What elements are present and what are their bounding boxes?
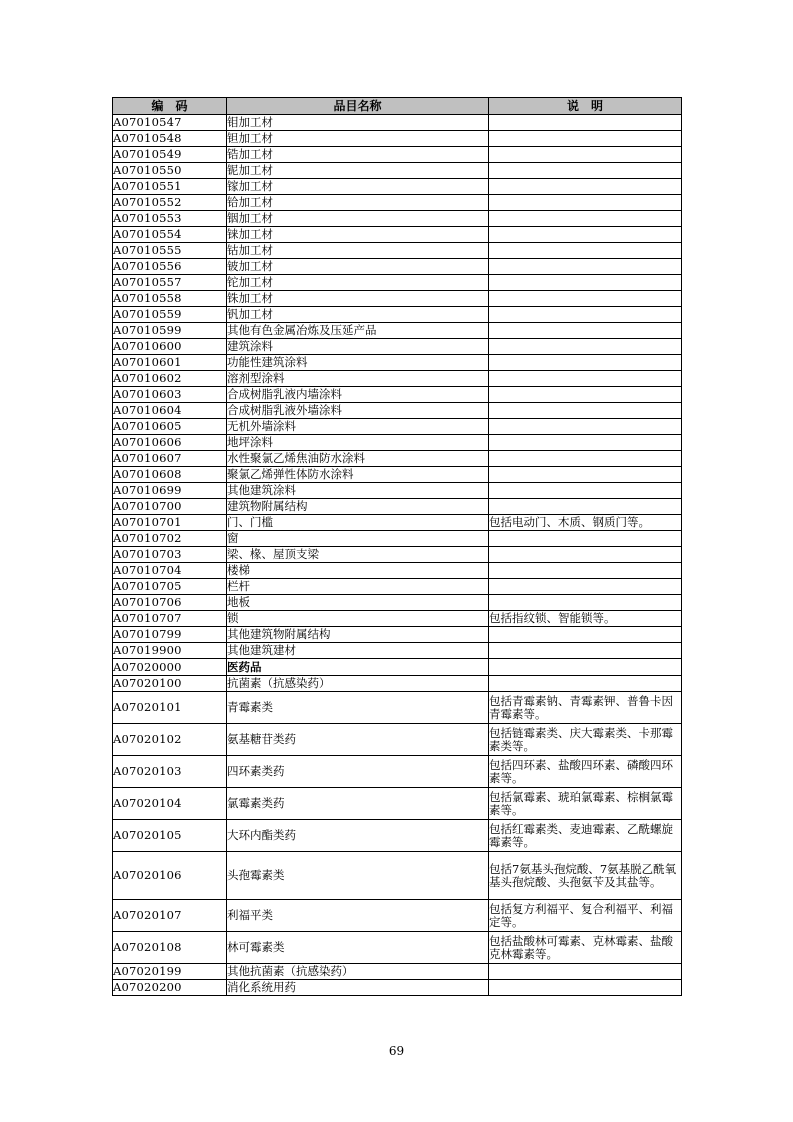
row-note	[489, 531, 682, 547]
table-row	[113, 211, 682, 227]
row-code: A07010702	[113, 531, 227, 547]
row-note	[489, 227, 682, 243]
row-note	[489, 259, 682, 275]
row-note: 包括链霉素类、庆大霉素类、卡那霉素类等。	[489, 724, 682, 756]
table-row	[113, 115, 682, 131]
row-code: A07010704	[113, 563, 227, 579]
row-note	[489, 643, 682, 659]
header-name: 品目名称	[227, 98, 489, 115]
table-row	[113, 499, 682, 515]
table-row	[113, 611, 682, 627]
row-code: A07010558	[113, 291, 227, 307]
table-row	[113, 307, 682, 323]
table-row	[113, 403, 682, 419]
row-name: 楼梯	[227, 563, 489, 579]
row-code: A07010599	[113, 323, 227, 339]
table-row	[113, 259, 682, 275]
table-row	[113, 724, 682, 756]
row-note	[489, 371, 682, 387]
row-code: A07010604	[113, 403, 227, 419]
table-row	[113, 852, 682, 900]
row-code: A07010799	[113, 627, 227, 643]
table-row	[113, 756, 682, 788]
row-note	[489, 403, 682, 419]
table-row	[113, 419, 682, 435]
row-code: A07020101	[113, 692, 227, 724]
header-note: 说 明	[489, 98, 682, 115]
row-code: A07010554	[113, 227, 227, 243]
table-row	[113, 195, 682, 211]
row-code: A07010606	[113, 435, 227, 451]
row-note	[489, 147, 682, 163]
row-name: 合成树脂乳液外墙涂料	[227, 403, 489, 419]
row-note	[489, 243, 682, 259]
table-row	[113, 147, 682, 163]
row-note	[489, 115, 682, 131]
row-code: A07020100	[113, 676, 227, 692]
row-code: A07010550	[113, 163, 227, 179]
table-row	[113, 515, 682, 531]
row-code: A07020102	[113, 724, 227, 756]
row-code: A07010700	[113, 499, 227, 515]
row-code: A07010601	[113, 355, 227, 371]
row-code: A07010705	[113, 579, 227, 595]
row-name: 铊加工材	[227, 275, 489, 291]
row-name: 四环素类药	[227, 756, 489, 788]
table-row	[113, 243, 682, 259]
row-code: A07010553	[113, 211, 227, 227]
row-name: 钴加工材	[227, 243, 489, 259]
row-name: 铼加工材	[227, 227, 489, 243]
row-name: 功能性建筑涂料	[227, 355, 489, 371]
row-code: A07010556	[113, 259, 227, 275]
row-name: 栏杆	[227, 579, 489, 595]
row-name: 溶剂型涂料	[227, 371, 489, 387]
row-name: 锆加工材	[227, 147, 489, 163]
row-note	[489, 964, 682, 980]
row-note	[489, 547, 682, 563]
table-row	[113, 820, 682, 852]
table-row	[113, 643, 682, 659]
row-code: A07020108	[113, 932, 227, 964]
row-name: 建筑物附属结构	[227, 499, 489, 515]
row-code: A07010557	[113, 275, 227, 291]
row-name: 其他抗菌素（抗感染药）	[227, 964, 489, 980]
row-note: 包括青霉素钠、青霉素钾、普鲁卡因青霉素等。	[489, 692, 682, 724]
table-row	[113, 483, 682, 499]
row-name: 合成树脂乳液内墙涂料	[227, 387, 489, 403]
row-code: A07019900	[113, 643, 227, 659]
row-name: 地坪涂料	[227, 435, 489, 451]
row-note: 包括红霉素类、麦迪霉素、乙酰螺旋霉素等。	[489, 820, 682, 852]
row-code: A07010552	[113, 195, 227, 211]
row-note	[489, 595, 682, 611]
row-name: 聚氯乙烯弹性体防水涂料	[227, 467, 489, 483]
row-code: A07010607	[113, 451, 227, 467]
row-note	[489, 275, 682, 291]
row-name: 消化系统用药	[227, 980, 489, 996]
row-note: 包括盐酸林可霉素、克林霉素、盐酸克林霉素等。	[489, 932, 682, 964]
table-row	[113, 932, 682, 964]
row-note	[489, 980, 682, 996]
table-row	[113, 595, 682, 611]
row-name: 其他有色金属冶炼及压延产品	[227, 323, 489, 339]
row-code: A07010549	[113, 147, 227, 163]
row-note	[489, 627, 682, 643]
row-name: 其他建筑建材	[227, 643, 489, 659]
row-name: 钽加工材	[227, 131, 489, 147]
row-name: 头孢霉素类	[227, 852, 489, 900]
row-note	[489, 307, 682, 323]
row-name: 铌加工材	[227, 163, 489, 179]
row-code: A07010608	[113, 467, 227, 483]
table-row	[113, 227, 682, 243]
table-row	[113, 387, 682, 403]
table-row	[113, 467, 682, 483]
table-body	[113, 115, 682, 996]
row-name: 钼加工材	[227, 115, 489, 131]
table-row	[113, 131, 682, 147]
table-row	[113, 275, 682, 291]
row-note	[489, 483, 682, 499]
row-name: 建筑涂料	[227, 339, 489, 355]
table-row	[113, 563, 682, 579]
row-note	[489, 131, 682, 147]
table-row	[113, 435, 682, 451]
row-code: A07010605	[113, 419, 227, 435]
row-code: A07010555	[113, 243, 227, 259]
row-name: 林可霉素类	[227, 932, 489, 964]
row-code: A07020000	[113, 659, 227, 676]
table-row	[113, 627, 682, 643]
row-note: 包括四环素、盐酸四环素、磷酸四环素等。	[489, 756, 682, 788]
table-row	[113, 676, 682, 692]
table-row	[113, 547, 682, 563]
table-row	[113, 323, 682, 339]
row-note	[489, 467, 682, 483]
row-name: 抗菌素（抗感染药）	[227, 676, 489, 692]
table-row	[113, 291, 682, 307]
row-note	[489, 579, 682, 595]
row-name: 无机外墙涂料	[227, 419, 489, 435]
table-row	[113, 371, 682, 387]
row-note: 包括指纹锁、智能锁等。	[489, 611, 682, 627]
row-note	[489, 323, 682, 339]
row-note	[489, 355, 682, 371]
row-code: A07010548	[113, 131, 227, 147]
table-header-row	[113, 98, 682, 115]
row-note	[489, 419, 682, 435]
row-note	[489, 339, 682, 355]
row-name: 锁	[227, 611, 489, 627]
row-code: A07010707	[113, 611, 227, 627]
row-note	[489, 451, 682, 467]
row-code: A07020103	[113, 756, 227, 788]
table-row	[113, 788, 682, 820]
row-note	[489, 195, 682, 211]
row-note	[489, 387, 682, 403]
row-name: 大环内酯类药	[227, 820, 489, 852]
table-row	[113, 659, 682, 676]
row-note	[489, 163, 682, 179]
row-name: 青霉素类	[227, 692, 489, 724]
row-name: 门、门槛	[227, 515, 489, 531]
row-code: A07010602	[113, 371, 227, 387]
table-row	[113, 980, 682, 996]
row-code: A07010547	[113, 115, 227, 131]
table-row	[113, 692, 682, 724]
row-code: A07020199	[113, 964, 227, 980]
table-row	[113, 531, 682, 547]
row-note: 包括氯霉素、琥珀氯霉素、棕榈氯霉素等。	[489, 788, 682, 820]
row-code: A07020107	[113, 900, 227, 932]
row-code: A07010603	[113, 387, 227, 403]
table-row	[113, 579, 682, 595]
row-name: 梁、椽、屋顶支梁	[227, 547, 489, 563]
row-code: A07020106	[113, 852, 227, 900]
row-name: 铟加工材	[227, 211, 489, 227]
table-row	[113, 179, 682, 195]
table-row	[113, 355, 682, 371]
row-note	[489, 435, 682, 451]
row-name: 利福平类	[227, 900, 489, 932]
row-note	[489, 291, 682, 307]
table-row	[113, 163, 682, 179]
row-name: 窗	[227, 531, 489, 547]
table-row	[113, 900, 682, 932]
row-name: 地板	[227, 595, 489, 611]
row-code: A07010559	[113, 307, 227, 323]
row-code: A07010706	[113, 595, 227, 611]
table-row	[113, 339, 682, 355]
row-name: 铢加工材	[227, 291, 489, 307]
row-name: 钒加工材	[227, 307, 489, 323]
row-name: 医药品	[227, 659, 489, 676]
row-note	[489, 676, 682, 692]
row-code: A07020200	[113, 980, 227, 996]
row-code: A07010600	[113, 339, 227, 355]
row-name: 氯霉素类药	[227, 788, 489, 820]
row-name: 铍加工材	[227, 259, 489, 275]
row-code: A07020104	[113, 788, 227, 820]
page-number: 69	[388, 1044, 405, 1058]
row-name: 水性聚氯乙烯焦油防水涂料	[227, 451, 489, 467]
row-code: A07010551	[113, 179, 227, 195]
row-note	[489, 179, 682, 195]
row-code: A07010699	[113, 483, 227, 499]
row-name: 其他建筑涂料	[227, 483, 489, 499]
catalog-table	[112, 97, 682, 996]
row-name: 其他建筑物附属结构	[227, 627, 489, 643]
row-note: 包括复方利福平、复合利福平、利福定等。	[489, 900, 682, 932]
row-note: 包括7氨基头孢烷酸、7氨基脱乙酰氧基头孢烷酸、头孢氨苄及其盐等。	[489, 852, 682, 900]
row-note	[489, 499, 682, 515]
row-code: A07010703	[113, 547, 227, 563]
row-name: 镓加工材	[227, 179, 489, 195]
row-code: A07010701	[113, 515, 227, 531]
row-name: 氨基糖苷类药	[227, 724, 489, 756]
row-note	[489, 659, 682, 676]
table-row	[113, 451, 682, 467]
header-code: 编 码	[113, 98, 227, 115]
row-note	[489, 211, 682, 227]
row-name: 铪加工材	[227, 195, 489, 211]
table-row	[113, 964, 682, 980]
row-code: A07020105	[113, 820, 227, 852]
row-note: 包括电动门、木质、钢质门等。	[489, 515, 682, 531]
row-note	[489, 563, 682, 579]
